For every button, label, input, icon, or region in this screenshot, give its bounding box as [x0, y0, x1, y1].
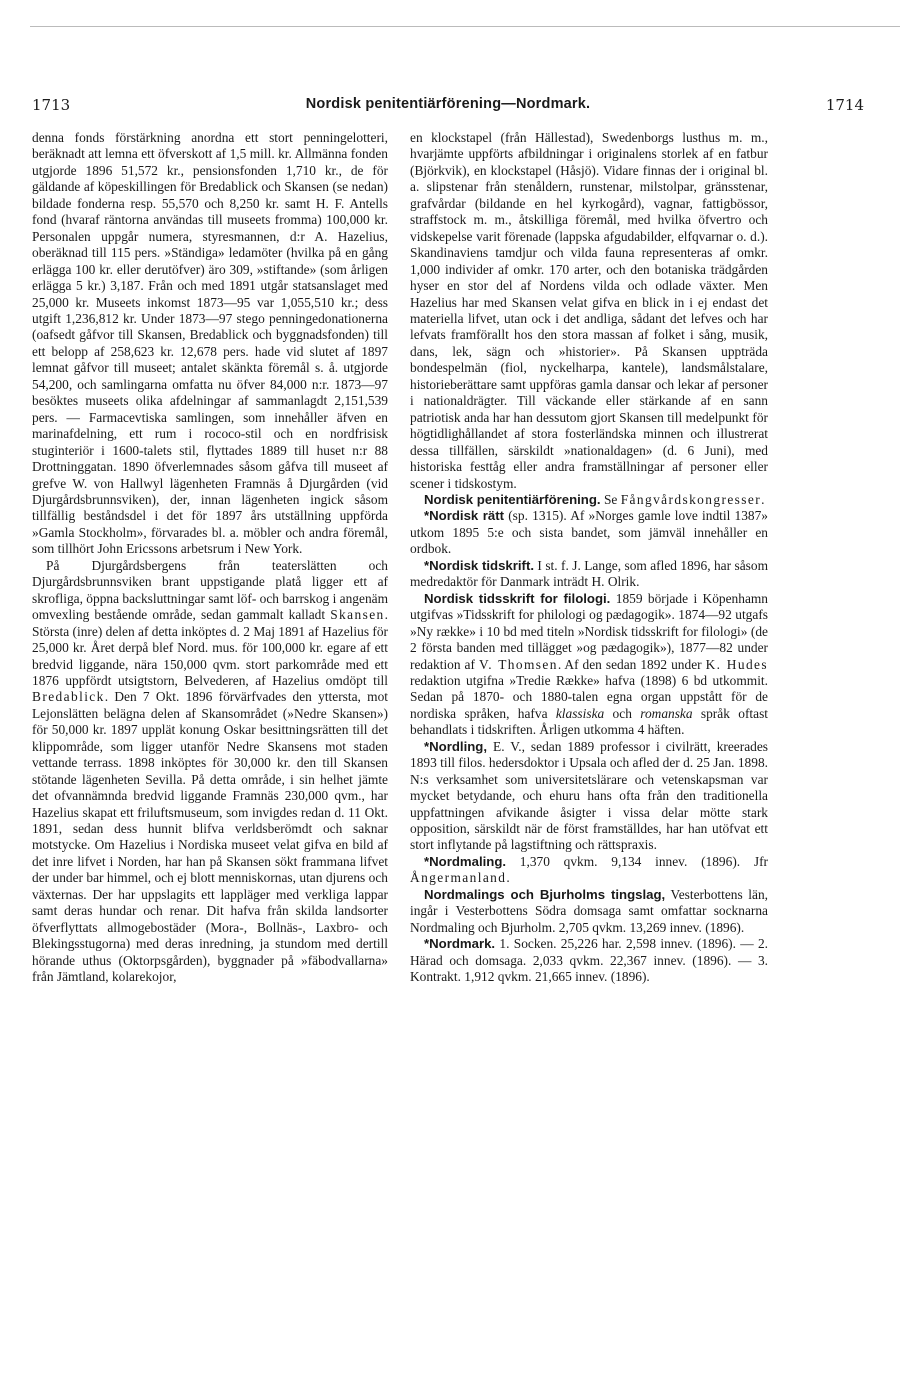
- paragraph-skansen-continued: en klockstapel (från Hällestad), Swedenborgs lusthus m. m., hvarjämte uppförts afbildningar i originalens storlek af en fatbur (Björkvik), en klockstapel (Håsjö). Vidare finnas der i original bl. a. slipstenar från stenåldern, runstenar, milstolpar, gränsstenar, grafvårdar (bildande en hel kyrkogård), vagnar, fattigbössor, straffstock m. m., åtskilliga föremål, med hvilka öfvertro och vidskepelse varit förenade (lappska afgudabilder, elfqvarnar o. d.). Skandinaviens tamdjur och vilda fauna representeras af omkr. 1,000 individer af omkr. 170 arter, och den botaniska trädgården hyser en stor del af Nordens vilda och odlade växter. Men Hazelius har med Skansen velat gifva en blick in i ej endast det materiella lifvet, utan ock i det andliga, sådant det lefves och har lefvats framförallt hos den stora massan af folket i sång, musik, dans, lek, sägn och »historier». På Skansen uppträda bondespelmän (fiol, nyckelharpa, kantele), landsmålstalare, historieberättare samt uppföras gamla dansar och lekar af personer i nationaldrägter. Till väckande eller stärkande af en sann patriotisk anda har han dessutom gjort Skansen till medelpunkt för högtidlighållandet af stora fosterländska minnen och illustrerat dessa tillfällen, särskildt »nationaldagen» (d. 6 Juni), med historiska festtåg eller andra framställningar af personer eller scener i tidskostym.: [410, 130, 768, 491]
- entry-text: Se: [600, 491, 621, 507]
- entry-text: E. V., sedan 1889 professor i civilrätt, kreerades 1893 till filos. hedersdoktor i Upsala och afled der d. 25 Jan. 1898. N:s verksamhet som universitetslärare och vetenskapsman var mycket betydande, och ehuru hans ofta från den traditionella uppfattningen afvikande åsigter i vissa delar mötte stark opposition, särskildt när de först framställdes, har han utöfvat ett stort inflytande på lagstiftning och rättspraxis.: [410, 738, 768, 853]
- spaced-term-skansen: Skansen: [330, 607, 385, 623]
- text-run: . Den 7 Okt. 1896 förvärfvades den yttersta, mot Lejonslätten belägna delen af Skansområdet (»Nedre Skansen») för 50,000 kr. 1897 upplät konung Oskar besittningsrätten till det klippområde, som ligger utanför Nedre Skansens mot staden vettande terrass. 1898 inköptes för 30,000 kr. den till Skansen stötande lägenheten Sevilla. På detta område, i sin helhet jämte det ofvannämnda bredvid liggande Framnäs 230,000 qvm., har Hazelius skapat ett friluftsmuseum, som invigdes redan d. 11 Okt. 1891, sedan dess hunnit blifva verldsberömdt och saknar motstycke. Om Hazelius i Nordiska museet velat gifva en bild af det inre lifvet i Norden, har han på Skansen sökt frammana lifvet der under bar himmel, och ej blott menniskornas, utan djurens och växternas. Der har uppslagits ett lappläger med verkliga lappar samt deras hundar och renar. Dit hafva från skilda landsorter öfverflyttats allmogebostäder (Mora-, Bollnäs-, Laxbro- och Blekingsstugorna) med deras inredning, ja stundom med dertill hörande uthus (Oktorpsgården), byggnader på »fäbodvallarna» från Jämtland, kolarekojor,: [32, 689, 388, 985]
- entry-nordisk-tidsskrift-filologi: [410, 591, 768, 739]
- entry-headword: *Nordling,: [424, 738, 488, 754]
- left-column: [32, 130, 388, 986]
- entry-headword: Nordisk penitentiärförening.: [424, 491, 601, 507]
- page-header: [32, 96, 864, 118]
- entry-nordisk-ratt: [410, 508, 768, 557]
- spaced-term-bredablick: Bredablick: [32, 689, 105, 705]
- entry-nordmaling: [410, 854, 768, 887]
- entry-text: 1,370 qvkm. 9,134 innev. (1896). Jfr: [506, 853, 768, 869]
- entry-text: och: [604, 705, 641, 721]
- entry-text: redaktion utgifna »Tredie Række» hafva (1898) 6 bd utkommit. Sedan på 1870- och 1880-talen egna organ uppstått för de nordiska språken, hafva: [410, 672, 768, 721]
- top-rule: [30, 26, 900, 27]
- cross-reference: Fångvårdskongresser: [620, 491, 762, 507]
- entry-headword: Nordisk tidsskrift for filologi.: [424, 590, 611, 606]
- entry-nordmark: [410, 936, 768, 985]
- running-head: Nordisk penitentiärförening—Nordmark.: [305, 96, 591, 112]
- entry-nordling: [410, 739, 768, 854]
- paragraph-museum-finances: denna fonds förstärkning anordna ett stort penningelotteri, beräknadt att lemna ett öfverskott af 1,5 mill. kr. Allmänna fonden utgjorde 1896 51,572 kr., pensionsfonden 1,710 kr., de för gäldande af köpeskillingen för Bredablick och Skansen (se nedan) bildade fonderna resp. 55,570 och 8,250 kr. samt H. F. Antells fond (hvaraf räntorna användas till museets fromma) 100,000 kr. Personalen uppgår numera, styresmannen, d:r A. Hazelius, oberäknad till 115 pers. »Ständiga» ledamöter (hvilka på en gång erlägga 100 kr. eller derutöfver) äro 309, »stiftande» (som årligen erlägga 5 kr.) 3,187. Från och med 1891 utgår statsanslaget med 25,000 kr. Museets inkomst 1873—95 var 1,055,510 kr.; dess utgift 1,236,812 kr. Under 1873—97 stego penningedonationerna (oafsedt gåfvor till Skansen, Bredablick och byggnadsfonden) till ett belopp af 258,623 kr. 12,678 pers. hade vid slutet af 1897 lemnat gåfvor till museet; antalet skänkta föremål s. å. utgjorde 54,200, och samlingarna omfatta nu öfver 84,000 n:r. 1873—97 besöktes museets olika afdelningar af sammanlagdt 2,151,539 pers. — Farmacevtiska samlingen, som innehåller äfven en marinafdelning, ett rum i rococo-stil och en nordfrisisk stuginteriör i 1600-talets stil, flyttades 1889 till huset n:r 88 Drottninggatan. 1890 öfverlemnades såsom gåfva till museet af grefve W. von Hallwyl lägenheten Framnäs å Djurgården (vid Djurgårdsbrunnsviken), der, innan lägenheten ingick såsom tillfällig beståndsdel i det för 1897 års utställning uppförda »Gamla Stockholm», förvarades bl. a. möbler och andra föremål, som tillhört John Ericssons arbetsrum i New York.: [32, 130, 388, 557]
- cross-reference: Ångermanland: [410, 870, 507, 886]
- entry-text: (sp. 1315). Af »Norges gamle love indtil 1387» utkom 1895 5:e och sista bandet, som jämväl innehåller en ordbok.: [410, 508, 768, 557]
- entry-headword: Nordmalings och Bjurholms tingslag,: [424, 886, 666, 902]
- right-column: [410, 130, 768, 986]
- entry-headword: *Nordmaling.: [424, 853, 507, 869]
- entry-nordisk-penitentiarforening: [410, 492, 768, 508]
- page-number-right: 1714: [825, 96, 864, 114]
- entry-text: Vesterbottens län, ingår i Vesterbottens Södra domsaga samt omfattar socknarna Nordmaling och Bjurholm. 2,705 qvkm. 13,269 innev. (1896).: [410, 886, 768, 935]
- entry-headword: *Nordisk tidskrift.: [424, 557, 534, 573]
- entry-text: .: [506, 870, 510, 886]
- entry-headword: *Nordisk rätt: [424, 508, 505, 524]
- entry-headword: *Nordmark.: [424, 936, 496, 952]
- text-run: På Djurgårdsbergens från teaterslätten och Djurgårdsbrunnsviken brant uppstigande platå ligger ett af skrofliga, öppna backsluttningar samt löf- och barrskog i angenäm omvexling bestående område, sedan gammalt kalladt: [32, 557, 388, 623]
- paragraph-skansen: [32, 558, 388, 986]
- entry-text: . Af den sedan 1892 under: [557, 656, 706, 672]
- entry-text: språk oftast behandlats i tidskriften. Årligen utkomma 4 häften.: [410, 705, 768, 738]
- entry-text: 1. Socken. 25,226 har. 2,598 innev. (1896). — 2. Härad och domsaga. 2,033 qvkm. 22,367 innev. (1896). — 3. Kontrakt. 1,912 qvkm. 21,665 innev. (1896).: [410, 936, 768, 985]
- spaced-name: K. Hudes: [705, 656, 769, 672]
- spaced-name: V. Thomsen: [478, 656, 558, 672]
- entry-text: .: [761, 491, 765, 507]
- entry-nordisk-tidskrift: [410, 558, 768, 591]
- italic-term: romanska: [640, 705, 693, 721]
- entry-text: I st. f. J. Lange, som afled 1896, har såsom medredaktör för Danmark inträdt H. Olrik.: [410, 557, 768, 590]
- entry-nordmalings-bjurholms-tingslag: [410, 887, 768, 936]
- page-number-left: 1713: [32, 96, 71, 114]
- text-run: . Största (inre) delen af detta inköptes d. 2 Maj 1891 af Hazelius för 25,000 kr. Året derpå blef Nord. mus. för 100,000 kr. egare af ett bredvid liggande, nära 150,000 qvm. stort parkområde med ett 1876 uppfördt utsigtstorn, Belvederen, af Hazelius omdöpt till: [32, 607, 388, 688]
- entry-text: 1859 började i Köpenhamn utgifvas »Tidsskrift for philologi og pædagogik». 1874—92 utgafs »Ny række» i 10 bd med titeln »Nordisk tidsskrift for filologi» (de 2 första banden med tillägget »og pædagogik»), 1877—82 under redaktion af: [410, 590, 768, 672]
- italic-term: klassiska: [555, 705, 605, 721]
